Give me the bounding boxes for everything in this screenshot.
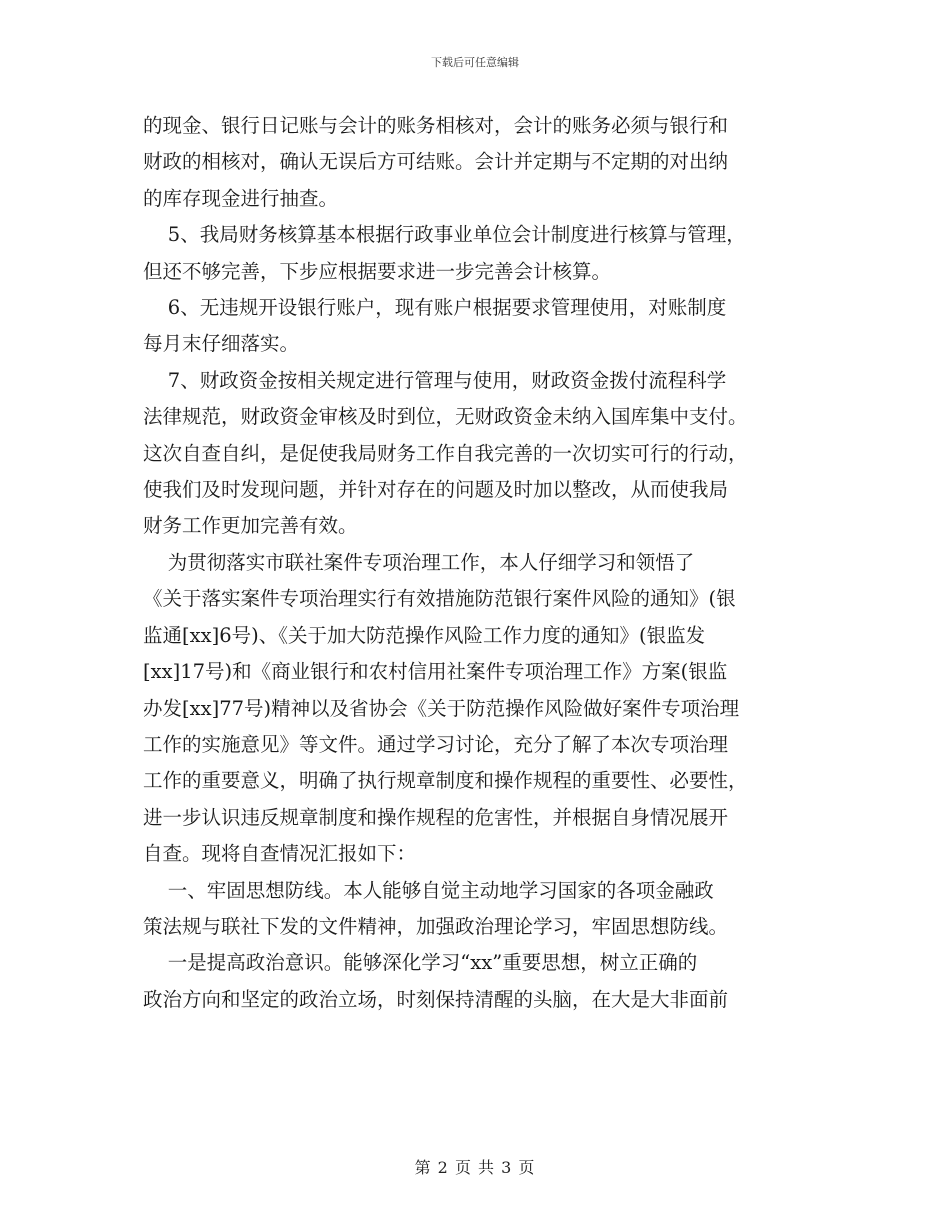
text-line: 策法规与联社下发的文件精神，加强政治理论学习，牢固思想防线。: [143, 914, 729, 938]
page-header: 下载后可任意编辑: [431, 56, 519, 69]
text-line: 办发[xx]77号)精神以及省协会《关于防范操作风险做好案件专项治理: [143, 696, 740, 720]
text-line: 政治方向和坚定的政治立场，时刻保持清醒的头脑，在大是大非面前: [143, 987, 729, 1011]
text-line: 工作的重要意义，明确了执行规章制度和操作规程的重要性、必要性，: [143, 769, 748, 793]
text-line: [xx]17号)和《商业银行和农村信用社案件专项治理工作》方案(银监: [143, 660, 728, 684]
text-line: 的现金、银行日记账与会计的账务相核对，会计的账务必须与银行和: [143, 114, 729, 137]
text-line: 每月末仔细落实。: [143, 332, 300, 356]
text-line: 为贯彻落实市联社案件专项治理工作，本人仔细学习和领悟了: [143, 550, 695, 574]
text-line: 自查。现将自查情况汇报如下：: [143, 842, 417, 866]
text-line: 一、牢固思想防线。本人能够自觉主动地学习国家的各项金融政: [143, 878, 714, 902]
text-line: 进一步认识违反规章制度和操作规程的危害性，并根据自身情况展开: [143, 805, 729, 829]
text-line: 7、财政资金按相关规定进行管理与使用，财政资金拨付流程科学: [143, 368, 727, 392]
text-line: 法律规范，财政资金审核及时到位，无财政资金未纳入国库集中支付。: [143, 405, 748, 429]
text-line: 财务工作更加完善有效。: [143, 514, 358, 538]
text-line: 的库存现金进行抽查。: [143, 186, 339, 210]
text-line: 财政的相核对，确认无误后方可结账。会计并定期与不定期的对出纳: [143, 150, 729, 174]
text-line: 《关于落实案件专项治理实行有效措施防范银行案件风险的通知》(银: [143, 587, 736, 611]
page-number-footer: 第 2 页 共 3 页: [414, 1158, 536, 1177]
text-line: 5、我局财务核算基本根据行政事业单位会计制度进行核算与管理，: [143, 223, 746, 247]
body-text: [143, 108, 813, 1018]
text-line: 工作的实施意见》等文件。通过学习讨论，充分了解了本次专项治理: [143, 732, 729, 756]
text-line: 这次自查自纠，是促使我局财务工作自我完善的一次切实可行的行动，: [143, 441, 748, 465]
text-line: 6、无违规开设银行账户，现有账户根据要求管理使用，对账制度: [143, 296, 727, 320]
text-line: 使我们及时发现问题，并针对存在的问题及时加以整改，从而使我局: [143, 478, 729, 502]
text-line: 一是提高政治意识。能够深化学习“xx”重要思想，树立正确的: [143, 951, 698, 975]
text-line: 监通[xx]6号)、《关于加大防范操作风险工作力度的通知》(银监发: [143, 623, 706, 647]
text-line: 但还不够完善，下步应根据要求进一步完善会计核算。: [143, 259, 612, 283]
